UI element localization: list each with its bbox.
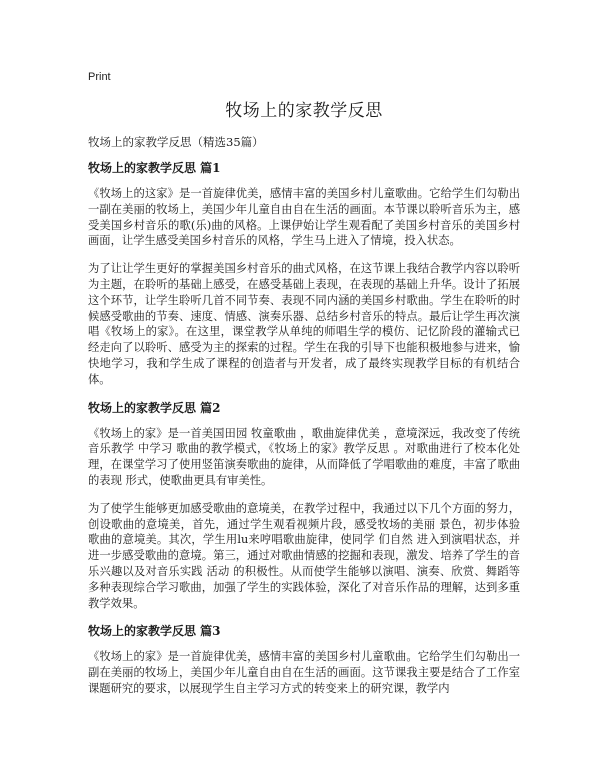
section-heading: 牧场上的家教学反思 篇1 [88, 161, 221, 175]
section-heading: 牧场上的家教学反思 篇2 [88, 400, 221, 415]
document-subtitle: 牧场上的家教学反思（精选35篇） [88, 135, 264, 149]
paragraph: 为了使学生能够更加感受歌曲的意境美，在教学过程中，我通过以下几个方面的努力，创设歌曲的意境美，首先，通过学生观看视频片段，感受牧场的美丽 景色，初步体验歌曲的意境美。其次，学生用lu来哼唱歌曲旋律，使同学 们自然 进入到演唱状态，并进一步感受歌曲的意境。第三，通过对歌曲情感的挖掘和表现，激发、培养了学生的音乐兴趣以及对音乐实践 活动 的积极性。从而使学生能够以演唱、演奏、欣赏、舞蹈等多种表现综合学习歌曲，加强了学生的实践体验，深化了对音乐作品的理解，达到多重教学效果。 [88, 501, 520, 610]
paragraph: 为了让让学生更好的掌握美国乡村音乐的曲式风格，在这节课上我结合教学内容以聆听为主题，在聆听的基础上感受，在感受基础上表现，在表现的基础上升华。设计了拓展这个环节，让学生聆听几首不同节奏、表现不同内涵的美国乡村歌曲。学生在聆听的时候感受歌曲的节奏、速度、情感、演奏乐器、总结乡村音乐的特点。最后让学生再次演唱《牧场上的家》。在这里，课堂教学从单纯的师唱生学的模仿、记忆阶段的灌输式已经走向了以聆听、感受为主的探索的过程。学生在我的引导下也能积极地参与进来，愉快地学习，我和学生成了课程的创造者与开发者，成了最终实现教学目标的有机结合体。 [88, 262, 520, 386]
section-heading: 牧场上的家教学反思 篇3 [88, 624, 221, 639]
section-3 [88, 623, 520, 696]
paragraph: 《牧场上的家》是一首旋律优美，感情丰富的美国乡村儿童歌曲。它给学生们勾勒出一副在美丽的牧场上，美国少年儿童自由自在生活的画面。这节课我主要是结合了工作室课题研究的要求，以展现学生自主学习方式的转变来上的研究课，教学内 [88, 650, 520, 695]
paragraph: 《牧场上的这家》是一首旋律优美，感情丰富的美国乡村儿童歌曲。它给学生们勾勒出一副在美丽的牧场上，美国少年儿童自由自在生活的画面。本节课以聆听音乐为主，感受美国乡村音乐的歌(乐)曲的风格。上课伊始让学生观看配了美国乡村音乐的美国乡村画面，让学生感受美国乡村音乐的风格，学生马上进入了情境，投入状态。 [88, 187, 520, 248]
document-title: 牧场上的家教学反思 [225, 101, 383, 121]
section-2 [88, 400, 520, 612]
print-link[interactable]: Print [88, 71, 111, 83]
paragraph: 《牧场上的家》是一首美国田园 牧童歌曲 ，歌曲旋律优美 ，意境深远，我改变了传统音乐教学 中学习 歌曲的教学模式，《牧场上的家》教学反思 。对歌曲进行了校本化处理，在课堂学习了使用竖笛演奏歌曲的旋律，从而降低了学唱歌曲的难度，丰富了歌曲的表现 形式，使歌曲更具有审美性。 [88, 426, 520, 487]
section-1 [88, 160, 520, 388]
document-content [88, 160, 520, 709]
